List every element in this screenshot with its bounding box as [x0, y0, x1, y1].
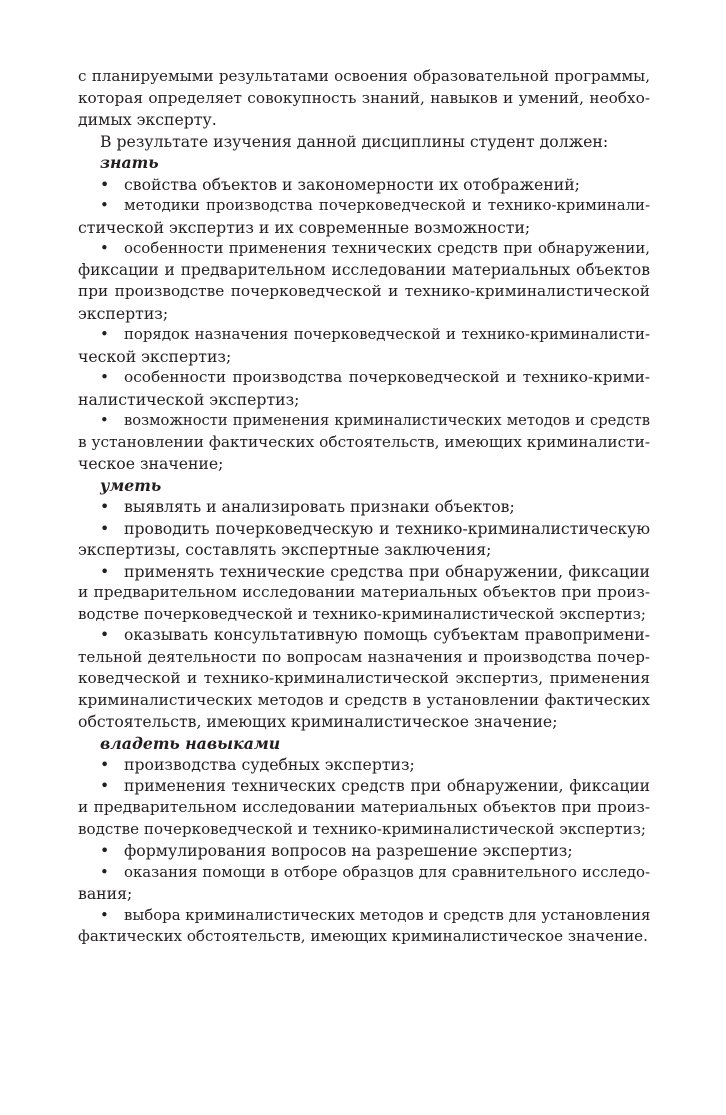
line-text: ческое значение;: [78, 454, 224, 473]
line-text: выявлять и анализировать признаки объектов;: [124, 497, 515, 516]
line-text: фактических обстоятельств, имеющих криминалистическое значение.: [78, 927, 648, 945]
bullet-icon: •: [100, 497, 110, 516]
bullet-icon: •: [100, 368, 110, 386]
line-text: проводить почерковедческую и технико-криминалистическую: [124, 518, 650, 538]
text-line: [78, 797, 650, 819]
line-text: ческой экспертиз;: [78, 346, 232, 366]
bullet-icon: •: [100, 518, 110, 538]
text-line: [78, 883, 650, 905]
text-line: [78, 66, 650, 88]
bullet-icon: •: [100, 239, 109, 257]
bullet-icon: •: [100, 325, 109, 343]
line-text: экспертизы, составлять экспертные заключения;: [78, 540, 492, 559]
bullet-icon: •: [100, 626, 110, 644]
line-text: особенности производства почерковедческой и технико-крими-: [124, 368, 650, 386]
section-heading: [78, 152, 650, 174]
text-line: [78, 604, 650, 626]
line-text: порядок назначения почерковедческой и технико-криминалисти-: [124, 325, 650, 343]
line-text: в установлении фактических обстоятельств, имеющих криминалисти-: [78, 432, 651, 451]
text-line: [78, 453, 650, 475]
bullet-item-line: [78, 174, 650, 196]
line-text: и предварительном исследовании материальных объектов при произ-: [78, 583, 650, 601]
text-line: [78, 690, 650, 712]
line-text: коведческой и технико-криминалистической экспертиз, применения: [78, 669, 650, 687]
bullet-item-line: [78, 625, 650, 647]
text-line: [78, 819, 650, 841]
text-line: [78, 281, 650, 303]
document-page: [78, 66, 650, 948]
bullet-item-line: [78, 905, 650, 927]
line-text: владеть навыками: [100, 733, 281, 753]
line-text: и предварительном исследовании материальных объектов при произ-: [78, 798, 650, 816]
bullet-item-line: [78, 561, 650, 583]
bullet-icon: •: [100, 862, 109, 881]
line-text: знать: [100, 153, 159, 172]
line-text: которая определяет совокупность знаний, навыков и умений, необхо-: [78, 88, 650, 107]
line-text: оказывать консультативную помощь субъектам правопримени-: [124, 626, 650, 644]
line-text: вания;: [78, 884, 133, 903]
text-line: [78, 303, 650, 325]
text-line: [78, 582, 650, 604]
bullet-icon: •: [100, 412, 109, 429]
line-text: фиксации и предварительном исследовании материальных объектов: [78, 260, 650, 279]
line-text: особенности применения технических средств при обнаружении,: [124, 239, 650, 257]
text-line: [78, 647, 650, 669]
text-line: [78, 260, 650, 282]
line-text: выбора криминалистических методов и средств для установления: [124, 905, 651, 924]
bullet-icon: •: [100, 561, 110, 581]
text-line: [78, 432, 650, 454]
bullet-icon: •: [100, 905, 109, 924]
bullet-item-line: [78, 840, 650, 862]
line-text: тельной деятельности по вопросам назначения и производства почер-: [78, 647, 650, 666]
bullet-item-line: [78, 238, 650, 260]
bullet-item-line: [78, 518, 650, 540]
bullet-icon: •: [100, 776, 110, 795]
line-text: экспертиз;: [78, 303, 169, 323]
bullet-item-line: [78, 367, 650, 389]
line-text: оказания помощи в отборе образцов для сравнительного исследо-: [124, 862, 650, 881]
line-text: при производстве почерковедческой и технико-криминалистической: [78, 282, 650, 300]
text-line: [78, 711, 650, 733]
line-text: формулирования вопросов на разрешение экспертиз;: [124, 841, 573, 860]
text-line: [78, 668, 650, 690]
text-line: [78, 346, 650, 368]
text-line: [78, 926, 650, 948]
line-text: возможности применения криминалистических методов и средств: [124, 412, 650, 429]
text-line: [78, 109, 650, 131]
line-text: производства судебных экспертиз;: [124, 755, 415, 774]
line-text: водстве почерковедческой и технико-криминалистической экспертиз;: [78, 604, 647, 623]
bullet-item-line: [78, 410, 650, 432]
text-line: [78, 539, 650, 561]
text-line: [78, 88, 650, 110]
section-heading: [78, 733, 650, 755]
text-line: [78, 131, 650, 153]
bullet-item-line: [78, 862, 650, 884]
bullet-item-line: [78, 754, 650, 776]
bullet-icon: •: [100, 174, 110, 194]
line-text: применять технические средства при обнаружении, фиксации: [124, 561, 650, 581]
line-text: свойства объектов и закономерности их отображений;: [124, 174, 580, 194]
line-text: обстоятельств, имеющих криминалистическое значение;: [78, 712, 558, 731]
bullet-item-line: [78, 195, 650, 217]
bullet-icon: •: [100, 755, 110, 774]
line-text: стической экспертиз и их современные возможности;: [78, 217, 531, 237]
line-text: уметь: [100, 475, 162, 495]
bullet-item-line: [78, 496, 650, 518]
line-text: водстве почерковедческой и технико-криминалистической экспертиз;: [78, 819, 647, 838]
bullet-item-line: [78, 776, 650, 798]
line-text: методики производства почерковедческой и технико-криминали-: [124, 196, 650, 214]
line-text: димых эксперту.: [78, 110, 217, 129]
line-text: налистической экспертиз;: [78, 389, 300, 409]
line-text: криминалистических методов и средств в установлении фактических: [78, 690, 650, 709]
line-text: В результате изучения данной дисциплины студент должен:: [100, 131, 609, 151]
bullet-icon: •: [100, 841, 110, 860]
line-text: с планируемыми результатами освоения образовательной программы,: [78, 67, 650, 85]
text-line: [78, 217, 650, 239]
bullet-icon: •: [100, 196, 109, 214]
bullet-item-line: [78, 324, 650, 346]
text-line: [78, 389, 650, 411]
section-heading: [78, 475, 650, 497]
line-text: применения технических средств при обнаружении, фиксации: [124, 776, 650, 795]
